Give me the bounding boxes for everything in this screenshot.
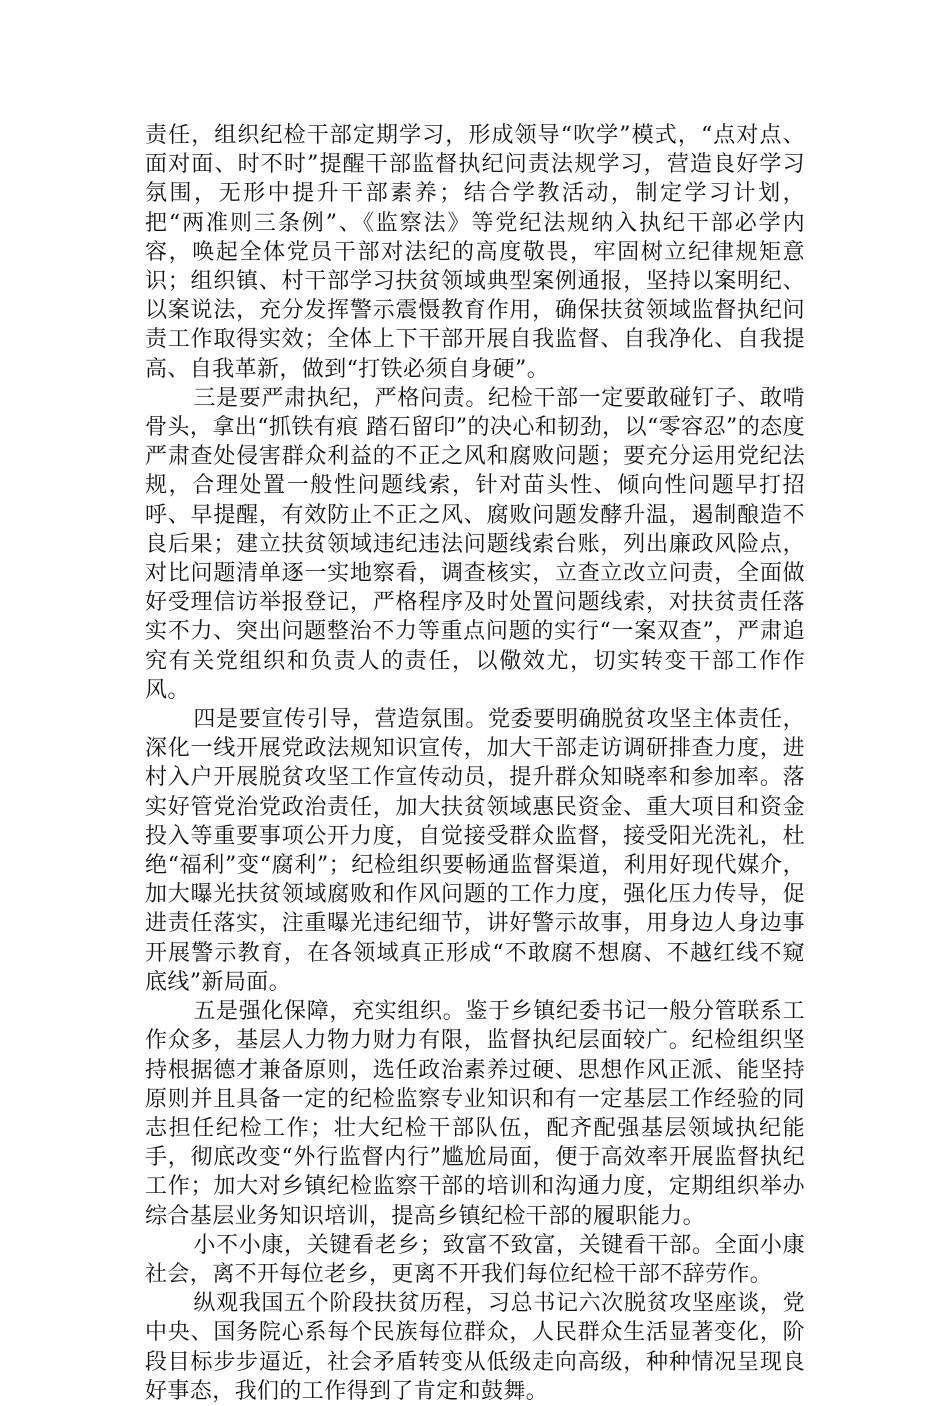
paragraph-strengthen-support: 五是强化保障，充实组织。鉴于乡镇纪委书记一般分管联系工作众多，基层人力物力财力有限，监督执纪层面较广。纪检组织坚持根据德才兼备原则，选任政治素养过硬、思想作风正派、能坚持原则并且具备一定的纪检监察专业知识和有一定基层工作经验的同志担任纪检工作；壮大纪检干部队伍，配齐配强基层领域执纪能手，彻底改变“外行监督内行”尴尬局面，便于高效率开展监督执纪工作；加大对乡镇纪检监察干部的培训和沟通力度，定期组织举办综合基层业务知识培训，提高乡镇纪检干部的履职能力。 — [145, 999, 805, 1229]
paragraph-moderately-prosperous: 小不小康，关键看老乡；致富不致富，关键看干部。全面小康社会，离不开每位老乡，更离不开我们每位纪检干部不辞劳作。 — [145, 1232, 805, 1287]
paragraph-poverty-history: 纵观我国五个阶段扶贫历程，习总书记六次脱贫攻坚座谈，党中央、国务院心系每个民族每位群众，人民群众生活显著变化，阶段目标步步逼近，社会矛盾转变从低级走向高级，种种情况呈现良好事态，我们的工作得到了肯定和鼓舞。 — [145, 1291, 805, 1404]
paragraph-responsibility-study: 责任，组织纪检干部定期学习，形成领导“吹学”模式，“点对点、面对面、时不时”提醒干部监督执纪问责法规学习，营造良好学习氛围，无形中提升干部素养；结合学教活动，制定学习计划，把“两准则三条例”、《监察法》等党纪法规纳入执纪干部必学内容，唤起全体党员干部对法纪的高度敬畏，牢固树立纪律规矩意识；组织镇、村干部学习扶贫领域典型案例通报，坚持以案明纪、以案说法，充分发挥警示震慑教育作用，确保扶贫领域监督执纪问责工作取得实效；全体上下干部开展自我监督、自我净化、自我提高、自我革新，做到“打铁必须自身硬”。 — [145, 123, 805, 382]
document-body — [145, 121, 805, 1406]
paragraph-publicity-guidance: 四是要宣传引导，营造氛围。党委要明确脱贫攻坚主体责任，深化一线开展党政法规知识宣传，加大干部走访调研排查力度，进村入户开展脱贫攻坚工作宣传动员，提升群众知晓率和参加率。落实好管党治党政治责任，加大扶贫领域惠民资金、重大项目和资金投入等重要事项公开力度，自觉接受群众监督，接受阳光洗礼，杜绝“福利”变“腐利”；纪检组织要畅通监督渠道，利用好现代媒介，加大曝光扶贫领域腐败和作风问题的工作力度，强化压力传导，促进责任落实，注重曝光违纪细节，讲好警示故事，用身边人身边事开展警示教育，在各领域真正形成“不敢腐不想腐、不越红线不窥底线”新局面。 — [145, 707, 805, 995]
paragraph-strict-discipline: 三是要严肃执纪，严格问责。纪检干部一定要敢碰钉子、敢啃骨头，拿出“抓铁有痕 踏石留印”的决心和韧劲，以“零容忍”的态度严肃查处侵害群众利益的不正之风和腐败问题；要充分运用党纪法规，合理处置一般性问题线索，针对苗头性、倾向性问题早打招呼、早提醒，有效防止不正之风、腐败问题发酵升温，遏制酿造不良后果；建立扶贫领域违纪违法问题线索台账，列出廉政风险点，对比问题清单逐一实地察看，调查核实，立查立改立问责，全面做好受理信访举报登记，严格程序及时处置问题线索，对扶贫责任落实不力、突出问题整治不力等重点问题的实行“一案双查”，严肃追究有关党组织和负责人的责任，以儆效尤，切实转变干部工作作风。 — [145, 385, 805, 703]
